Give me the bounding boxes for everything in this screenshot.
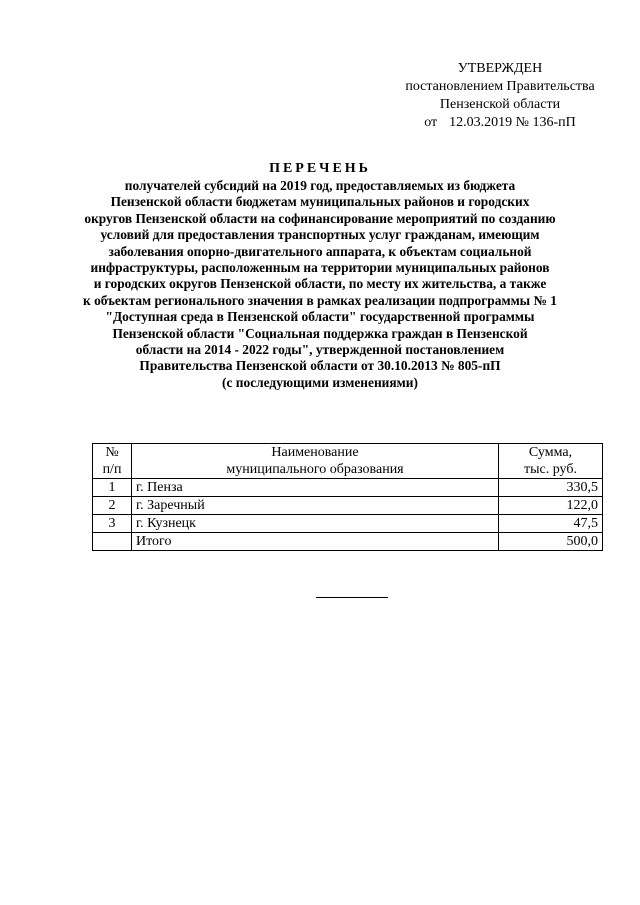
total-label: Итого	[132, 533, 499, 551]
subtitle-line: Пензенской области "Социальная поддержка граждан в Пензенской	[112, 325, 528, 341]
row-name: г. Заречный	[132, 497, 499, 515]
approval-line-1: постановлением Правительства	[405, 79, 595, 94]
document-heading: ПЕРЕЧЕНЬ	[269, 161, 371, 176]
row-number: 3	[93, 515, 132, 533]
recipients-table	[92, 443, 603, 551]
row-number: 2	[93, 497, 132, 515]
header-name	[132, 444, 499, 479]
subtitle-line: инфраструктуры, расположенным на территории муниципальных районов	[90, 260, 550, 276]
subtitle-line: к объектам регионального значения в рамках реализации подпрограммы № 1	[83, 292, 557, 308]
header-sum-line-2: тыс. руб.	[524, 462, 577, 477]
approval-date-line	[380, 114, 620, 132]
approval-prefix: от	[424, 115, 438, 130]
approval-date-number: 12.03.2019 № 136-пП	[449, 115, 576, 130]
subtitle-line: округов Пензенской области на софинансирование мероприятий по созданию	[84, 210, 556, 226]
subtitle-line: (с последующими изменениями)	[222, 374, 418, 390]
approval-line-2: Пензенской области	[439, 97, 561, 112]
row-sum: 122,0	[499, 497, 603, 515]
subtitle-line: и городских округов Пензенской области, по месту их жительства, а также	[93, 276, 547, 292]
row-name: г. Пенза	[132, 479, 499, 497]
table-total-row	[93, 533, 603, 551]
subtitle-line: условий для предоставления транспортных услуг гражданам, имеющим	[100, 227, 540, 243]
end-divider	[316, 597, 388, 598]
header-number-line-1: №	[105, 445, 119, 460]
subtitle-line: Правительства Пензенской области от 30.10.2013 № 805-пП	[139, 358, 501, 374]
row-sum: 47,5	[499, 515, 603, 533]
subtitle-line: заболевания опорно-двигательного аппарата, к объектам социальной	[108, 243, 532, 259]
table-row	[93, 497, 603, 515]
subtitle-line: области на 2014 - 2022 годы", утвержденной постановлением	[135, 342, 505, 358]
total-number	[93, 533, 132, 551]
table-row	[93, 479, 603, 497]
table-row	[93, 515, 603, 533]
subtitle-line: "Доступная среда в Пензенской области" государственной программы	[105, 309, 535, 325]
document-title	[80, 160, 560, 391]
total-sum: 500,0	[499, 533, 603, 551]
subtitle-line: получателей субсидий на 2019 год, предоставляемых из бюджета	[124, 178, 516, 193]
approval-status: УТВЕРЖДЕН	[457, 61, 543, 76]
row-sum: 330,5	[499, 479, 603, 497]
header-sum	[499, 444, 603, 479]
header-name-line-2: муниципального образования	[226, 462, 404, 477]
header-name-line-1: Наименование	[271, 445, 359, 460]
row-number: 1	[93, 479, 132, 497]
row-name: г. Кузнецк	[132, 515, 499, 533]
header-sum-line-1: Сумма,	[528, 445, 573, 460]
header-number-line-2: п/п	[102, 462, 122, 477]
header-number	[93, 444, 132, 479]
subtitle-line: Пензенской области бюджетам муниципальных районов и городских	[110, 194, 530, 210]
table-header-row	[93, 444, 603, 479]
approval-block	[380, 60, 620, 132]
